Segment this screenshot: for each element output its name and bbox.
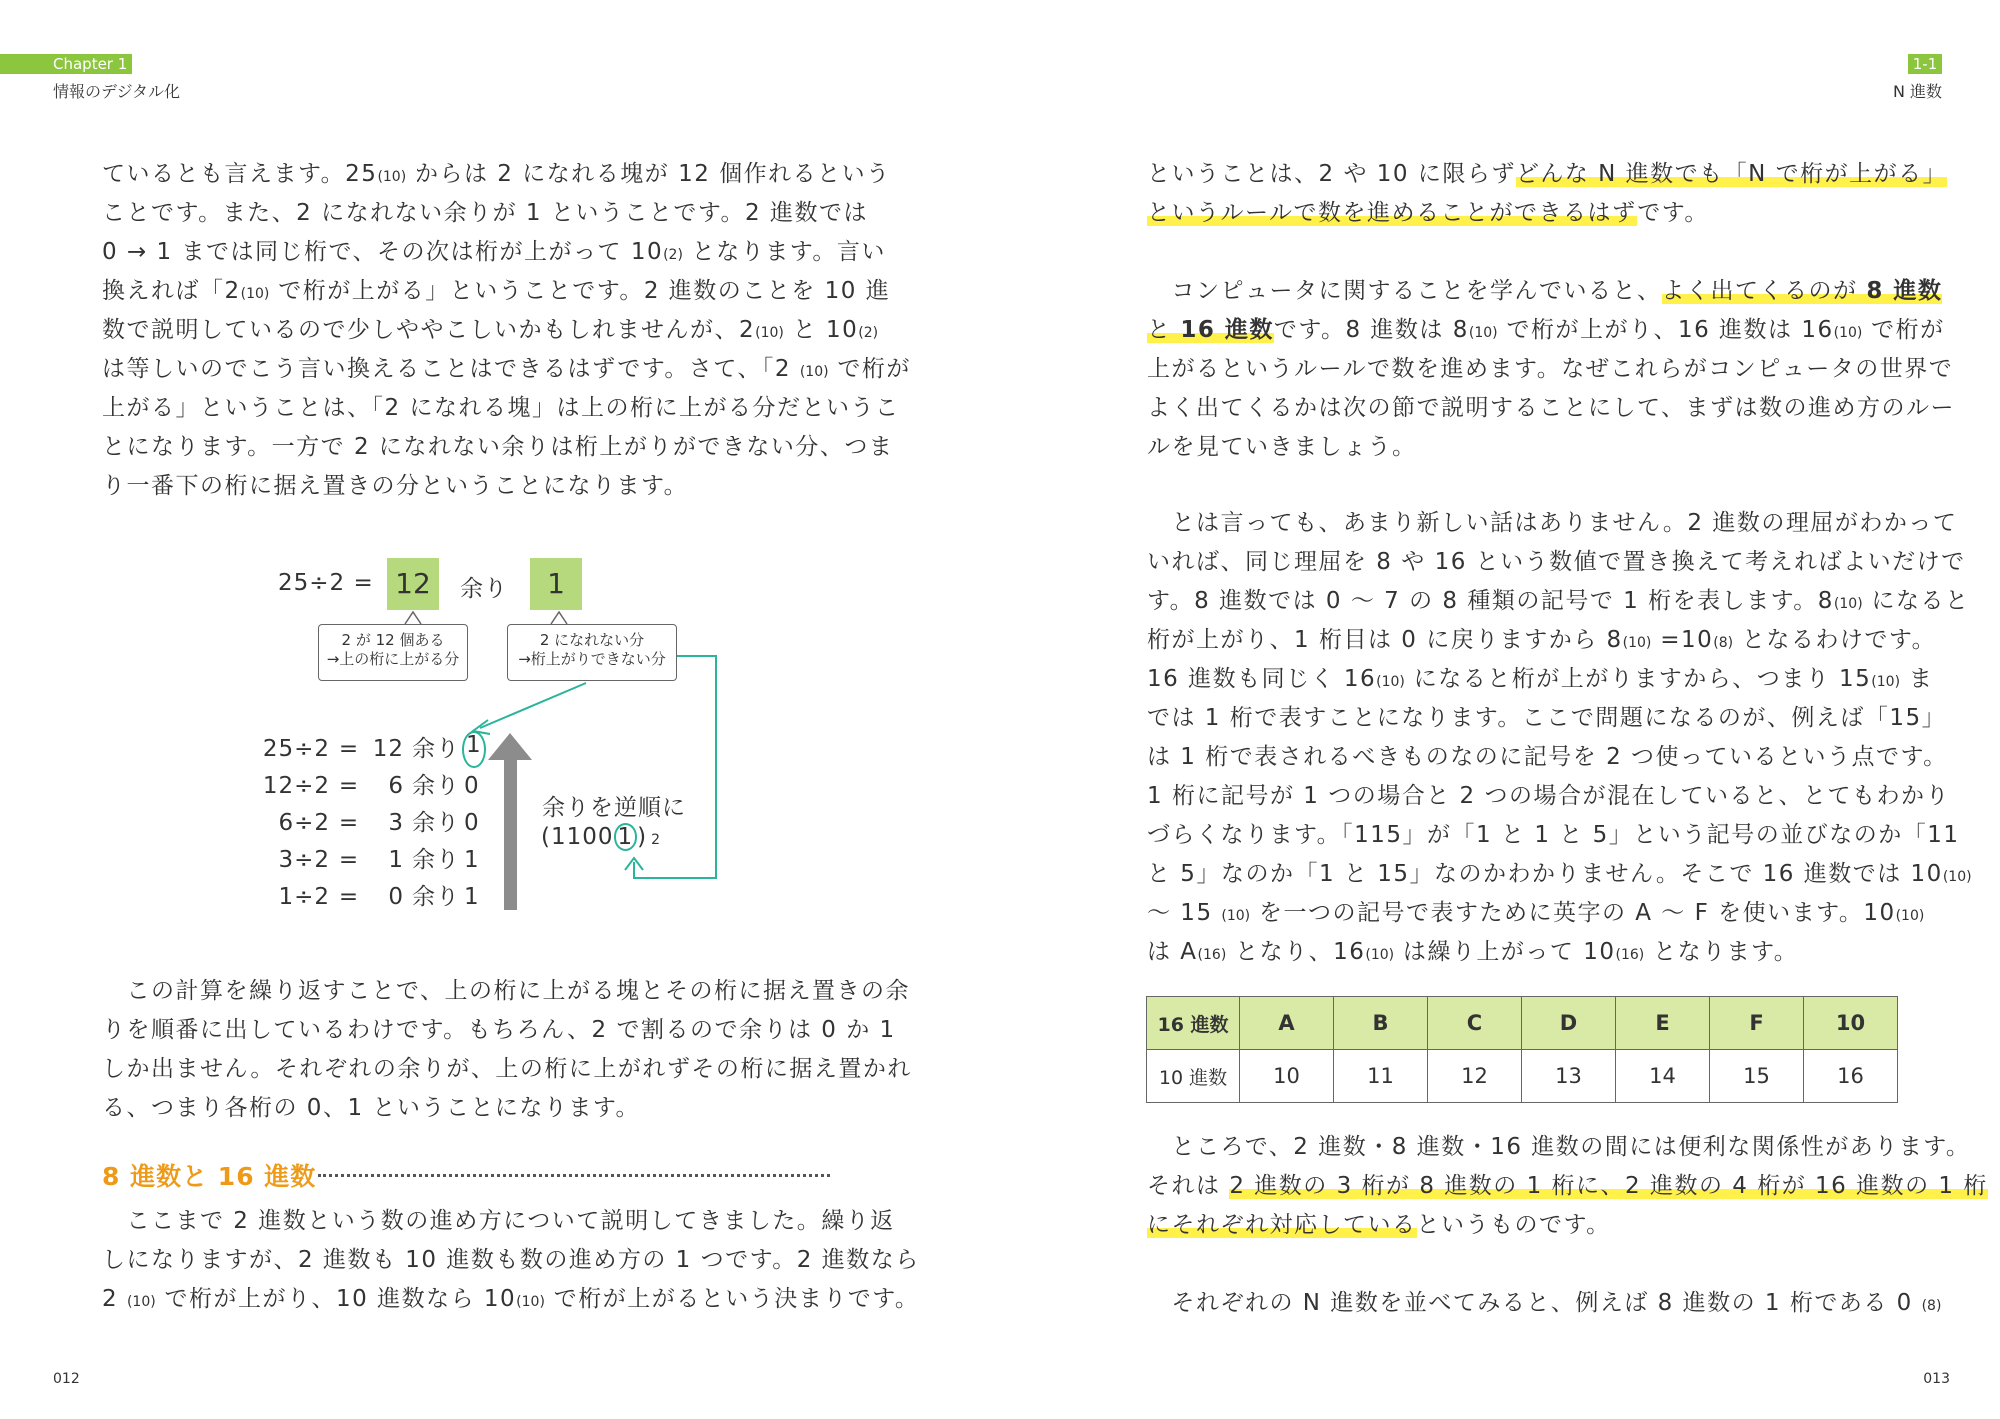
green-pointer-line <box>480 683 586 728</box>
table-cell: 12 <box>1428 1050 1522 1103</box>
callout-quotient: 2 が 12 個ある →上の桁に上がる分 <box>318 624 468 681</box>
left-paragraph-1: ているとも言えます。25(10) からは 2 になれる塊が 12 個作れるという ことです。また、2 になれない余りが 1 ということです。2 進数では 0 → 1 までは同じ桁で、その次は桁が上がって 10(2) となります。言い 換えれば「2(10) で桁が上がる」ということです。2 進数のことを 10 進 数で説明しているので少しややこしいかもしれませんが、2(10) と 10(2) は等しいのでこう言い換えることはできるはずです。さて、「2 (10) で桁が 上がる」ということは、「2 になれる塊」は上の桁に上がる分だというこ とになります。一方で 2 になれない余りは桁上がりができない分、つま り一番下の桁に据え置きの分ということになります。 <box>102 161 911 499</box>
gray-arrow-head <box>488 733 532 760</box>
hex-decimal-table <box>1146 996 1898 1103</box>
diagram-arrows <box>0 0 1000 940</box>
table-cell: 15 <box>1710 1050 1804 1103</box>
right-paragraph-3: とは言っても、あまり新しい話はありません。2 進数の理屈がわかって いれば、同じ理屈を 8 や 16 という数値で置き換えて考えればよいだけで す。8 進数では 0 〜 7 の 8 種類の記号で 1 桁を表します。8(10) になると 桁が上がり、1 桁目は 0 に戻りますから 8(10) =10(8) となるわけです。 16 進数も同じく 16(10) になると桁が上がりますから、つまり 15(10) ま では 1 桁で表すことになります。ここで問題になるのが、例えば「15」 は 1 桁で表されるべきものなのに記号を 2 つ使っているという点です。 1 桁に記号が 1 つの場合と 2 つの場合が混在していると、とてもわかり づらくなります。「115」が「1 と 1 と 5」という記号の並びなのか「11 と 5」なのか「1 と 15」なのかわかりません。そこで 16 進数では 10(10) 〜 15 (10) を一つの記号で表すために英字の A 〜 F を使います。10(10) は A(16) となり、16(10) は繰り上がって 10(16) となります。 <box>1147 510 1972 965</box>
table-cell: 16 進数 <box>1147 997 1240 1050</box>
table-cell: C <box>1428 997 1522 1050</box>
division-row: 12÷2 = 6 余り 0 <box>262 773 480 799</box>
diagram-equation: 25÷2 = <box>278 570 374 596</box>
chapter-tab: Chapter 1 <box>0 54 132 74</box>
division-row: 6÷2 = 3 余り 0 <box>278 810 480 836</box>
page-number-right: 013 <box>1923 1371 1950 1387</box>
table-cell: 11 <box>1334 1050 1428 1103</box>
table-cell: 14 <box>1616 1050 1710 1103</box>
right-paragraph-4: ところで、2 進数・8 進数・16 進数の間には便利な関係性があります。 それは 2 進数の 3 桁が 8 進数の 1 桁に、2 進数の 4 桁が 16 進数の 1 桁 にそれぞれ対応しているというものです。 <box>1147 1134 1988 1238</box>
table-cell: F <box>1710 997 1804 1050</box>
table-cell: 13 <box>1522 1050 1616 1103</box>
table-cell: 10 進数 <box>1147 1050 1240 1103</box>
division-table <box>248 731 486 916</box>
right-paragraph-1: ということは、2 や 10 に限らずどんな N 進数でも「N で桁が上がる」 というルールで数を進めることができるはずです。 <box>1147 161 1948 226</box>
table-cell: 10 <box>1804 997 1898 1050</box>
division-row: 3÷2 = 1 余り 1 <box>278 847 480 873</box>
division-row: 25÷2 = 12 余り 1 <box>248 731 486 768</box>
gray-arrow-shaft <box>504 758 517 910</box>
page-number-left: 012 <box>53 1371 80 1387</box>
reverse-order-label: 余りを逆順に <box>542 795 686 821</box>
left-paragraph-2: この計算を繰り返すことで、上の桁に上がる塊とその桁に据え置きの余 りを順番に出しているわけです。もちろん、2 で割るので余りは 0 か 1 しか出ません。それぞれの余りが、上の桁に上がれずその桁に据え置かれ る、つまり各桁の 0、1 ということになります。 <box>102 978 912 1121</box>
callout-remainder: 2 になれない分 →桁上がりできない分 <box>507 624 677 681</box>
section-title: N 進数 <box>1892 82 1942 101</box>
table-row <box>1147 997 1898 1050</box>
table-cell: D <box>1522 997 1616 1050</box>
binary-result: (1100 1 ) 2 <box>541 824 661 850</box>
table-row <box>1147 1050 1898 1103</box>
right-paragraph-2: コンピュータに関することを学んでいると、よく出てくるのが 8 進数 と 16 進数です。8 進数は 8(10) で桁が上がり、16 進数は 16(10) で桁が 上がるというルールで数を進めます。なぜこれらがコンピュータの世界で よく出てくるかは次の節で説明することにして、まずは数の進め方のルー ルを見ていきましょう。 <box>1147 278 1956 460</box>
remainder-label: 余り <box>460 576 508 602</box>
division-diagram <box>0 0 1000 940</box>
circled-remainder: 1 <box>462 731 486 768</box>
chapter-title: 情報のデジタル化 <box>53 82 181 101</box>
division-row: 1÷2 = 0 余り 1 <box>278 884 480 910</box>
section-heading: 8 進数と 16 進数 <box>102 1162 317 1191</box>
remainder-box: 1 <box>530 558 582 610</box>
table-cell: 16 <box>1804 1050 1898 1103</box>
left-paragraph-3: ここまで 2 進数という数の進め方について説明してきました。繰り返 しになりますが、2 進数も 10 進数も数の進め方の 1 つです。2 進数なら 2 (10) で桁が上がり、10 進数なら 10(10) で桁が上がるという決まりです。 <box>102 1208 920 1312</box>
quotient-box: 12 <box>387 558 439 610</box>
table-cell: E <box>1616 997 1710 1050</box>
heading-dotted-rule <box>318 1160 830 1177</box>
table-cell: A <box>1240 997 1334 1050</box>
circled-result-digit: 1 <box>614 823 638 851</box>
right-paragraph-5: それぞれの N 進数を並べてみると、例えば 8 進数の 1 桁である 0 (8) <box>1147 1290 1942 1316</box>
table-cell: 10 <box>1240 1050 1334 1103</box>
table-cell: B <box>1334 997 1428 1050</box>
section-tab: 1-1 <box>1908 54 1942 74</box>
